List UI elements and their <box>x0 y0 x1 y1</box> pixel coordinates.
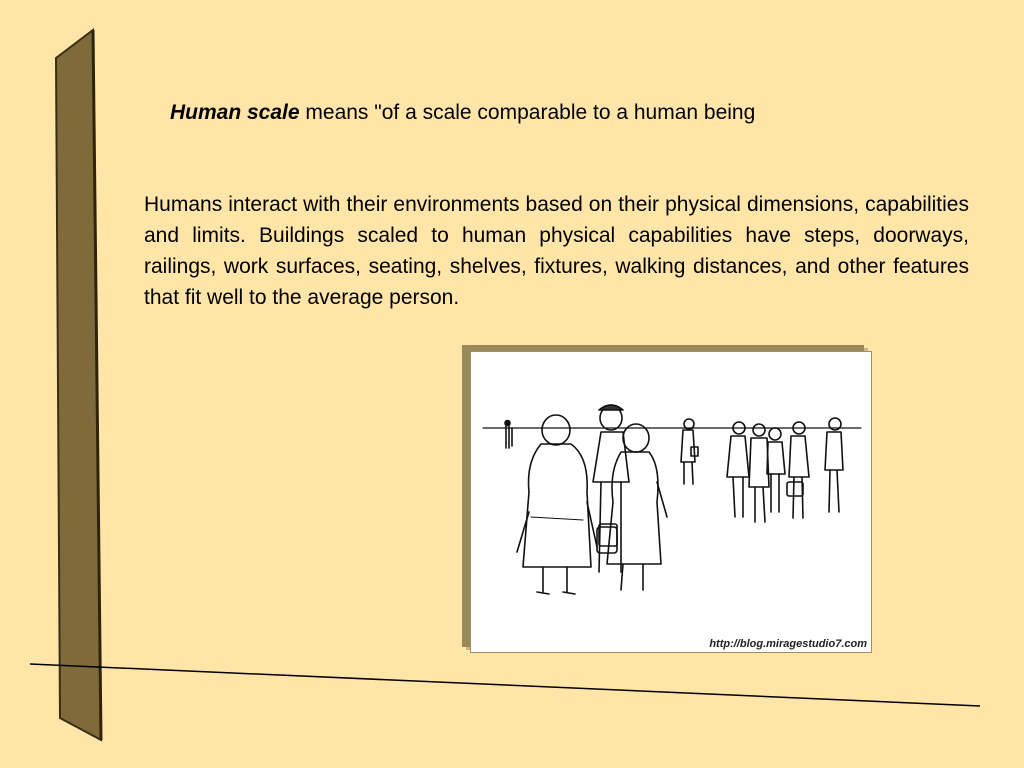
figure-frame <box>470 351 872 653</box>
group-figures <box>727 422 809 522</box>
man-with-cap-figure <box>593 405 629 572</box>
people-sketch-illustration <box>471 352 871 652</box>
elderly-woman-figure <box>597 424 667 590</box>
heading-term: Human scale <box>170 101 300 124</box>
woman-figure <box>517 415 597 594</box>
far-right-figure <box>825 418 843 512</box>
heading-definition: means "of a scale comparable to a human being <box>299 101 756 124</box>
body-paragraph: Humans interact with their environments based on their physical dimensions, capabilities and limits. Buildings scaled to human physical capabilities have steps, doorways, railings, work surfaces, seating, shelves, fixtures, walking distances, and other features that fit well to the average person. <box>144 193 969 309</box>
definition-heading <box>170 101 930 125</box>
small-figure-with-bag <box>681 419 698 484</box>
decorative-baseline <box>30 664 980 706</box>
image-credit: http://blog.miragestudio7.com <box>709 638 867 650</box>
far-figures <box>505 421 512 449</box>
